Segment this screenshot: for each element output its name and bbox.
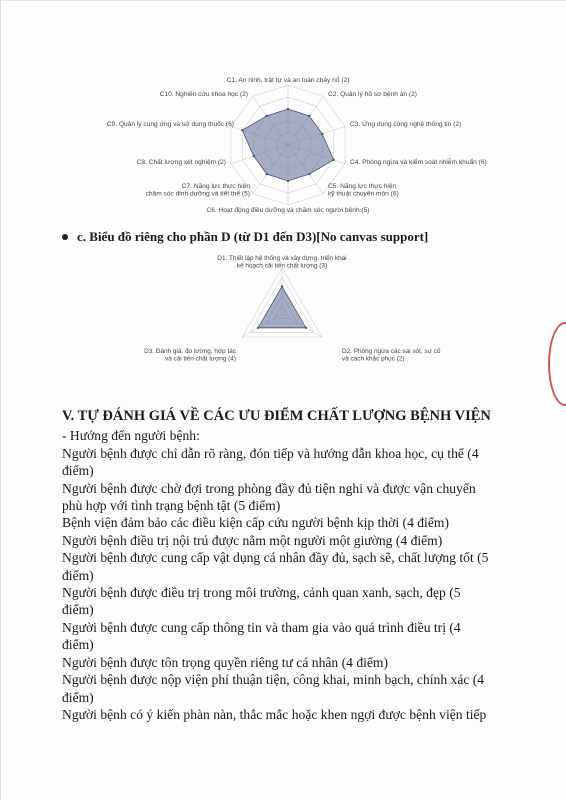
section-body [62,427,502,723]
data-point [257,327,259,329]
axis-label [137,157,226,166]
axis-label-line: C5. Năng lực thực hiện [328,183,397,190]
axis-label [342,346,441,362]
section-line: - Hướng đến người bệnh: [62,428,200,444]
section-line: Người bệnh được điều trị trong môi trường, cảnh quan xanh, sạch, đẹp (5 [62,585,461,601]
axis-label-line: C6. Hoạt động điều dưỡng và chăm sóc người bệnh (5) [206,207,370,214]
data-point [281,285,283,287]
axis-label-line: chăm sóc dinh dưỡng và tiết thế (5) [145,190,250,198]
axis-label [350,157,487,166]
axis-label-line: D1. Thiết lập hệ thống và xây dựng, triển khai [217,255,347,262]
section-line: Người bệnh có ý kiến phàn nàn, thắc mắc hoặc khen ngợi được bệnh viện tiếp [62,706,487,722]
section-line: Người bệnh được cung cấp vật dụng cá nhân đầy đủ, sạch sẽ, chất lượng tốt (5 [62,550,489,566]
axis-label [328,183,399,198]
section-line: phù hợp với tình trạng bệnh tật (5 điểm) [62,498,281,514]
bullet-icon [62,234,68,240]
radar-chart-c [60,70,520,220]
axis-label [217,253,346,269]
axis-label-line: và cách khắc phục (2) [342,355,405,363]
chart-d-heading-text: c. Biểu đồ riêng cho phần D (từ D1 đến D3)[No canvas support] [77,229,429,244]
data-point [241,129,243,131]
section-line: Bệnh viện đảm bảo các điều kiện cấp cứu người bệnh kịp thời (4 điểm) [62,515,449,531]
axis-label [107,119,234,128]
section-line: điểm) [62,637,94,653]
axis-label-line: kỹ thuật chuyên môn (6) [328,190,399,198]
axis-label [207,205,370,214]
data-point [287,180,289,182]
section-title: V. TỰ ĐÁNH GIÁ VỀ CÁC ƯU ĐIỂM CHẤT LƯỢNG BỆNH VIỆN [62,408,491,424]
data-point [332,159,334,161]
data-point [266,115,268,117]
axis-label [160,91,248,98]
axis-label-line: C3. Ứng dụng công nghệ thông tin (2) [350,121,462,128]
data-point [305,327,307,329]
section-line: Người bệnh điều trị nội trú được nằm một người một giường (4 điểm) [62,532,443,548]
axis-label [328,89,417,98]
axis-label [146,183,251,198]
axis-label [144,348,237,362]
section-line: điểm) [62,689,94,705]
data-point [308,115,310,117]
section-line: điểm) [62,602,94,618]
axis-label-line: D2. Phòng ngừa các sai sót, sự cố [342,348,441,355]
data-point [321,133,323,135]
axis-label-line: D3. Đánh giá, đo lường, hợp tác [144,348,236,355]
axis-label-line: và cải tiến chất lượng (4) [165,355,236,363]
data-point [287,108,289,110]
axis-label-line: C2. Quản lý hồ sơ bệnh án (2) [328,91,417,98]
data-area [258,286,306,327]
axis-label-line: C10. Nghiên cứu khoa học (2) [159,91,248,98]
section-line: Người bệnh được nộp viện phí thuận tiện, công khai, minh bạch, chính xác (4 [62,672,485,688]
axis-label-line: C9. Quản lý cung ứng và sử dụng thuốc (6) [106,121,234,128]
axis-label-line: C4. Phòng ngừa và kiểm soát nhiễm khuẩn (6) [350,159,487,166]
axis-label-line: C8. Chất lượng xét nghiệm (2) [136,159,226,166]
section-line: Người bệnh được tôn trọng quyền riêng tư cá nhân (4 điểm) [62,654,389,670]
axis-label-line: kế hoạch cải tiến chất lượng (3) [236,262,328,270]
data-point [253,155,255,157]
data-point [308,173,310,175]
axis-label-line: C7. Năng lực thực hiện [181,183,250,190]
chart-d-heading [62,229,428,245]
section-line: Người bệnh được cung cấp thông tin và tham gia vào quá trình điều trị (4 [62,619,461,635]
data-point [266,173,268,175]
axis-label [227,76,350,84]
section-v [62,408,502,723]
section-line: Người bệnh được chờ đợi trong phòng đầy đủ tiện nghi và được vận chuyển [62,480,476,496]
axis-label [350,119,461,128]
radar-chart-d [110,252,470,372]
section-line: Người bệnh được chỉ dẫn rõ ràng, đón tiếp và hướng dẫn khoa học, cụ thể (4 [62,445,479,461]
axis-label-line: C1. An ninh, trật tự và an toàn cháy nổ (2) [226,77,350,84]
section-line: điểm) [62,567,94,583]
section-line: điểm) [62,463,94,479]
data-area [242,109,333,181]
